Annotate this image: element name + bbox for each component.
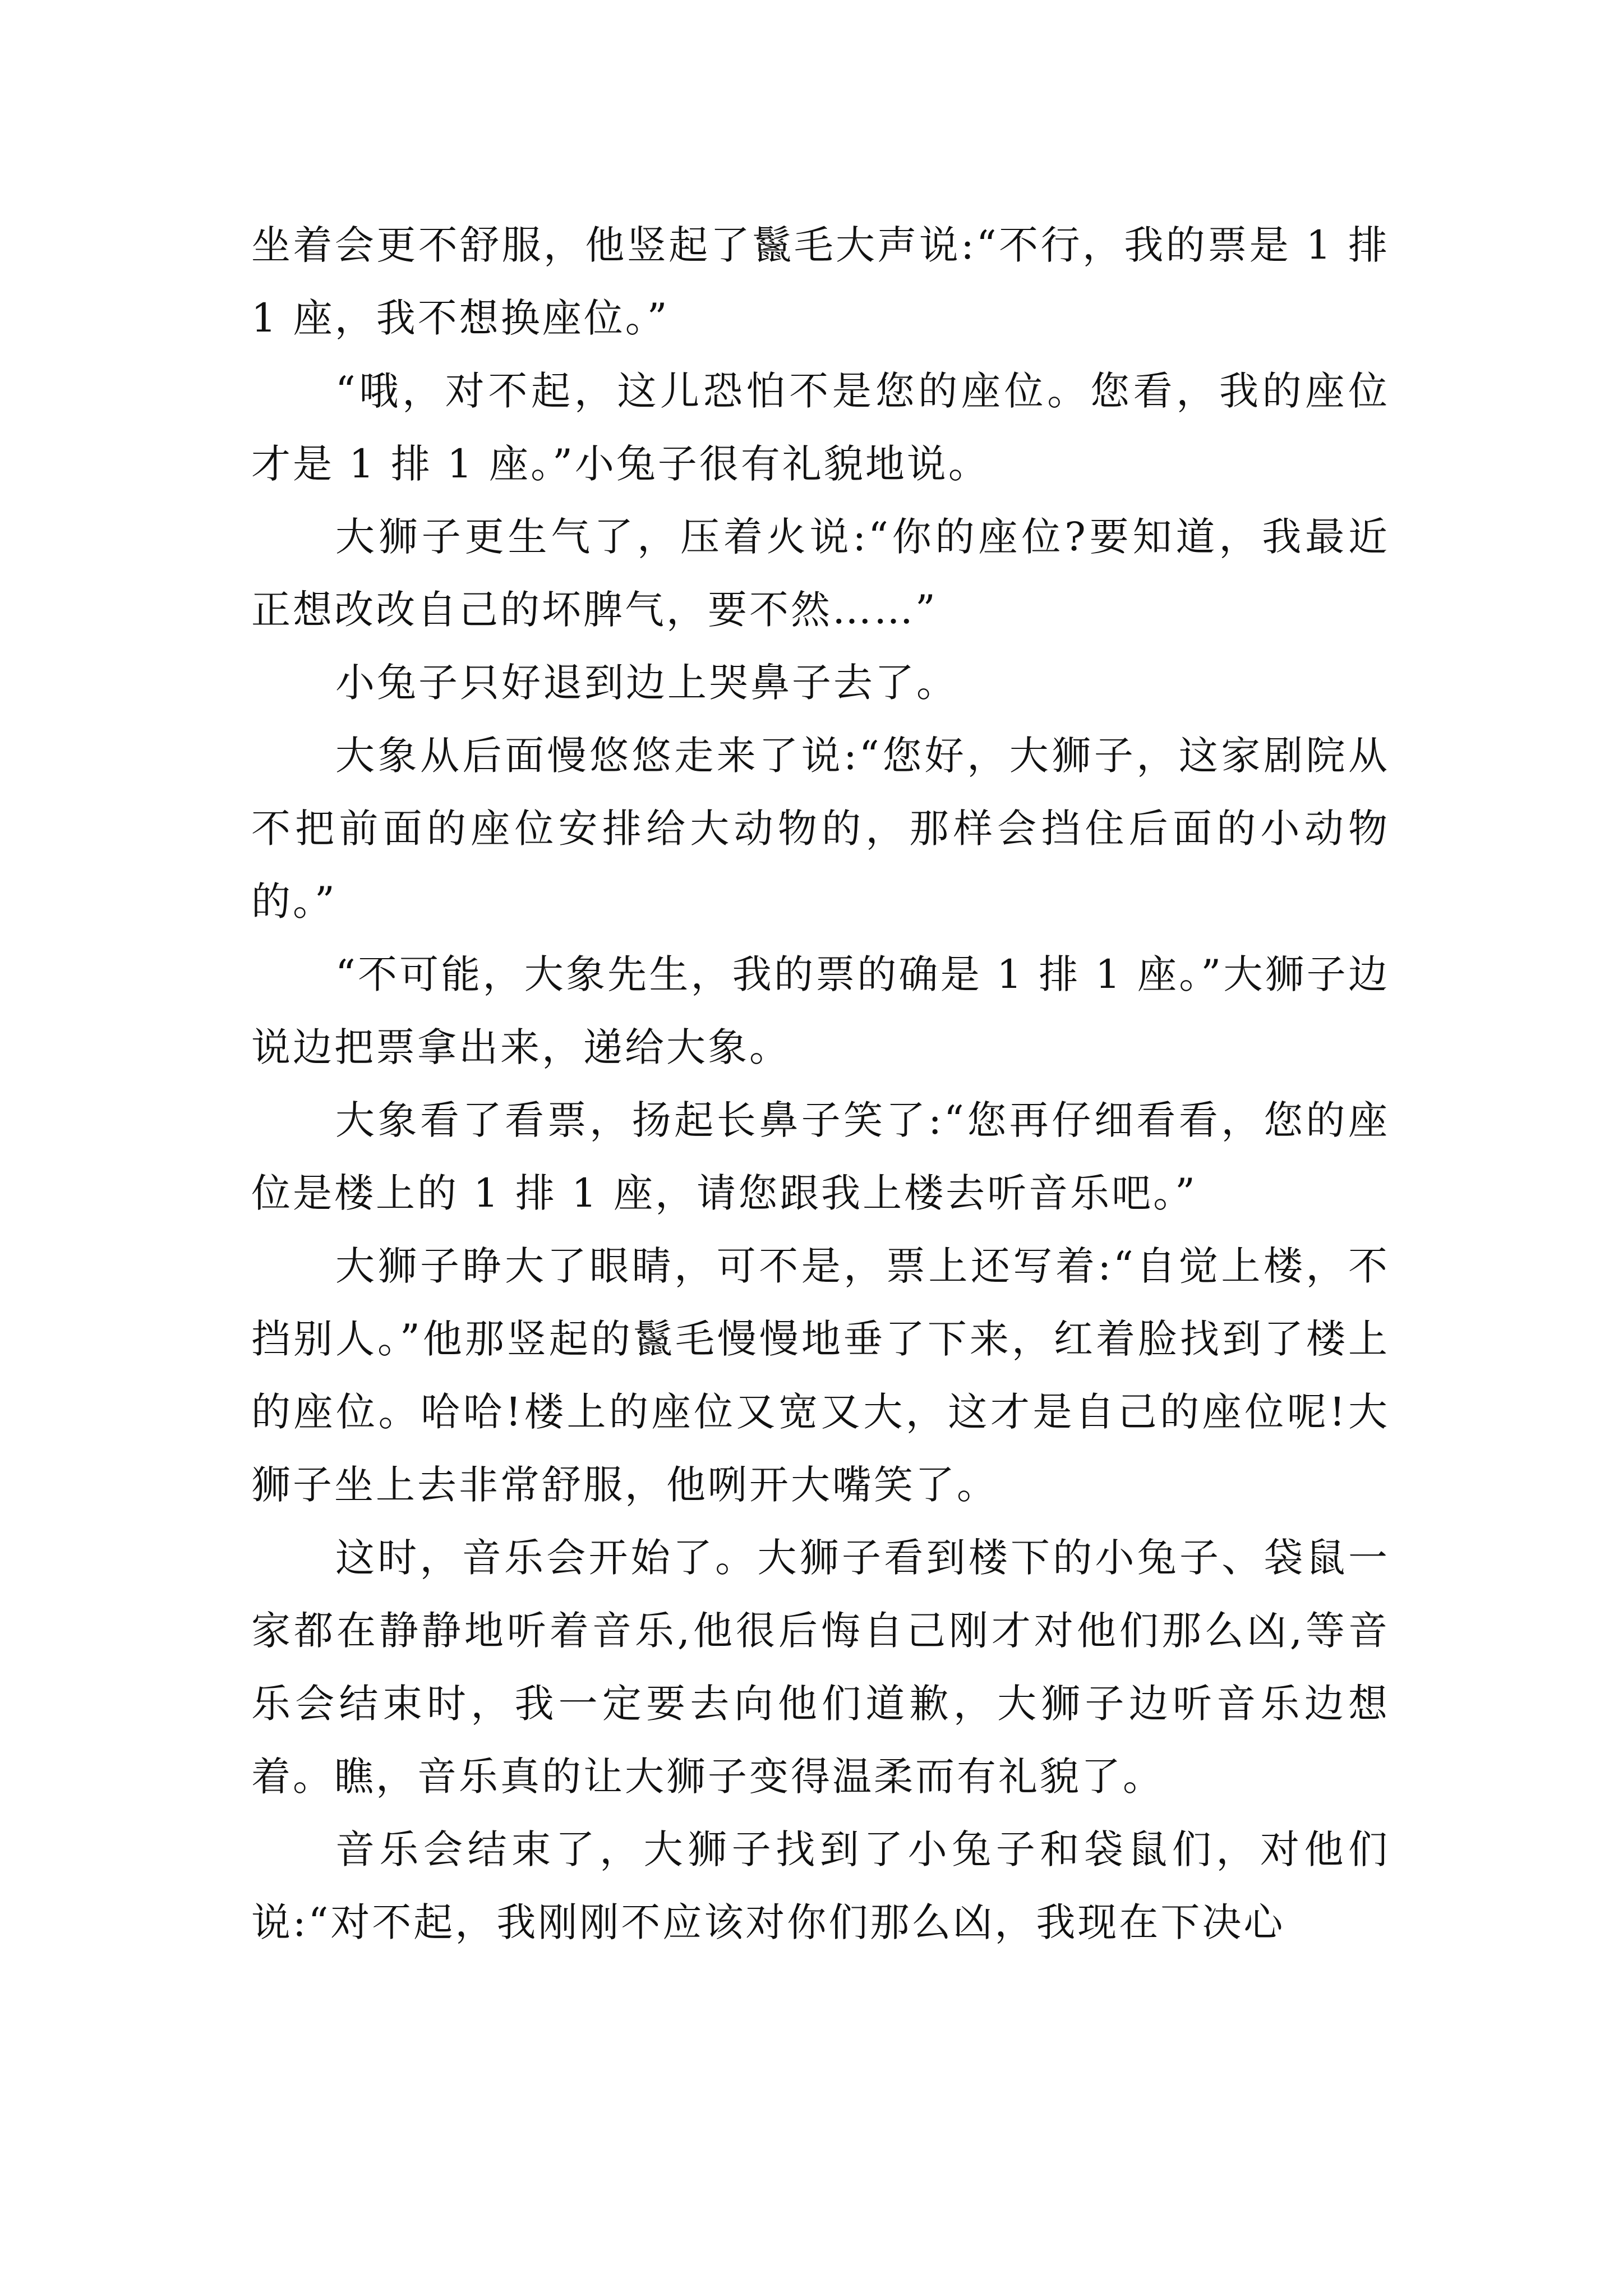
paragraph: 小兔子只好退到边上哭鼻子去了。: [335, 660, 958, 706]
paragraph: 音乐会结束了，大狮子找到了小兔子和袋鼠们，对他们说:“对不起，我刚刚不应该对你们那么凶，我现在下决心: [251, 1826, 1390, 1945]
paragraph: 大象从后面慢悠悠走来了说:“您好，大狮子，这家剧院从不把前面的座位安排给大动物的，那样会挡住后面的小动物的。”: [251, 733, 1390, 924]
paragraph: 大狮子更生气了，压着火说:“你的座位?要知道，我最近正想改改自己的坏脾气，要不然……”: [251, 514, 1390, 633]
paragraph: 这时，音乐会开始了。大狮子看到楼下的小兔子、袋鼠一家都在静静地听着音乐,他很后悔自己刚才对他们那么凶,等音乐会结束时，我一定要去向他们道歉，大狮子边听音乐边想着。瞧，音乐真的让大狮子变得温柔而有礼貌了。: [251, 1535, 1390, 1800]
paragraph: 大狮子睁大了眼睛，可不是，票上还写着:“自觉上楼，不挡别人。”他那竖起的鬣毛慢慢地垂了下来，红着脸找到了楼上的座位。哈哈!楼上的座位又宽又大，这才是自己的座位呢!大狮子坐上去非常舒服，他咧开大嘴笑了。: [251, 1243, 1390, 1508]
paragraph: “不可能，大象先生，我的票的确是 1 排 1 座。”大狮子边说边把票拿出来，递给大象。: [251, 951, 1390, 1070]
paragraph: “哦，对不起，这儿恐怕不是您的座位。您看，我的座位才是 1 排 1 座。”小兔子很有礼貌地说。: [251, 368, 1390, 487]
paragraph: 大象看了看票，扬起长鼻子笑了:“您再仔细看看，您的座位是楼上的 1 排 1 座，请您跟我上楼去听音乐吧。”: [251, 1097, 1390, 1216]
story-text: [251, 209, 1390, 1959]
paragraph: 坐着会更不舒服，他竖起了鬣毛大声说:“不行，我的票是 1 排 1 座，我不想换座位。”: [251, 222, 1390, 341]
